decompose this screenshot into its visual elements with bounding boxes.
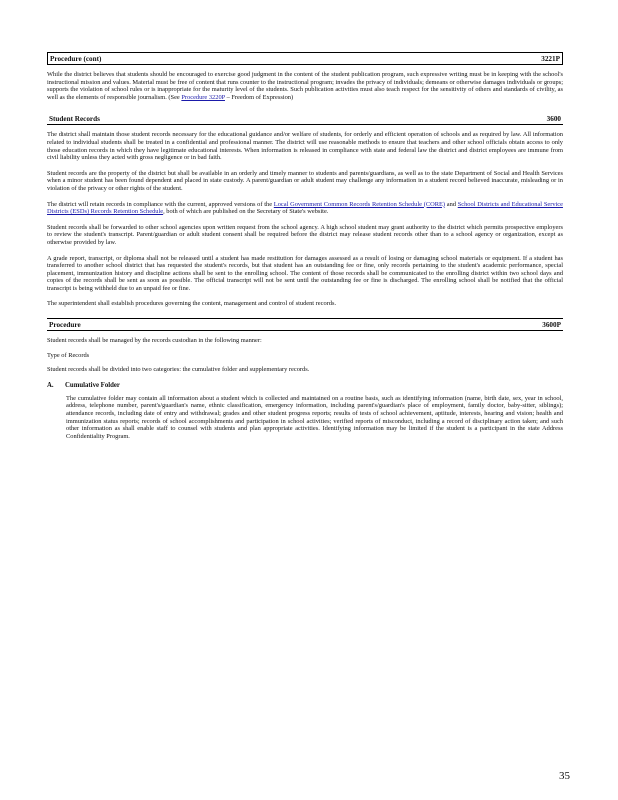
- document-page: [47, 52, 563, 448]
- link-school-districts-retention-schedule[interactable]: School Districts and Educational Service Districts (ESDs) Records Retention Schedule: [47, 200, 563, 216]
- section-title: Procedure: [49, 321, 81, 330]
- paragraph: The district shall maintain those student records necessary for the educational guidance and/or welfare of students, for orderly and efficient operation of schools and as required by law. All information related to individual students shall be treated in a confidential and professional manner. The district will use reasonable methods to ensure that teachers and other school officials obtain access to only those education records in which they have legitimate educational interests. When information is released in compliance with state and federal law the district and district employees are immune from civil liability unless they acted with gross negligence or in bad faith.: [47, 131, 563, 162]
- subsection-title: Cumulative Folder: [65, 381, 120, 389]
- section-header-procedure: [47, 318, 563, 331]
- section-title: Student Records: [49, 115, 100, 124]
- page-number: 35: [559, 770, 570, 782]
- paragraph: The district will retain records in compliance with the current, approved versions of the Local Government Common Records Retention Schedule (CORE) and School Districts and Educational Service Districts (ESDs) Records Retention Schedule, both of which are published on the Secretary of State's website.: [47, 200, 563, 216]
- section-code: 3221P: [541, 55, 560, 63]
- paragraph: Student records are the property of the district but shall be available in an orderly and timely manner to students and parents/guardians, as well as to the state Department of Social and Health Services when a minor student has been found dependent and placed in state custody. A parent/guardian or adult student may challenge any information in a student record believed inaccurate, misleading or in violation of the privacy or other rights of the student.: [47, 169, 563, 192]
- subsection-heading: [47, 382, 563, 389]
- subsection-letter: A.: [47, 381, 54, 389]
- section-header-student-records: [47, 115, 563, 125]
- link-procedure-3220p[interactable]: Procedure 3220P: [181, 93, 225, 101]
- section-title: Procedure (cont): [50, 55, 102, 63]
- section-code: 3600P: [542, 321, 561, 330]
- paragraph: Student records shall be divided into two categories: the cumulative folder and supplementary records.: [47, 366, 310, 374]
- paragraph: The superintendent shall establish procedures governing the content, management and control of student records.: [47, 300, 337, 308]
- paragraph: Type of Records: [47, 351, 90, 359]
- paragraph: The cumulative folder may contain all information about a student which is collected and maintained on a routine basis, such as identifying information (name, birth date, sex, year in school, address, telephone number, parent's/guardian's name, ethnic classification, emergency information, including parent's/guardian's place of employment, family doctor, baby-sitter, siblings); attendance records, including date of entry and withdrawal; grades and other student progress reports; results of tests of school achievement, aptitude, interests, hearing and vision; health and immunization status reports; records of school accomplishments and participation in school activities; verified reports of misconduct, including a record of disciplinary action taken; and such other information as shall enable staff to counsel with students and plan appropriate activities. Identifying information may be limited if the student is a participant in the state Address Confidentiality Program.: [66, 394, 563, 440]
- link-core-retention-schedule[interactable]: Local Government Common Records Retention Schedule (CORE): [273, 200, 446, 208]
- paragraph: While the district believes that students should be encouraged to exercise good judgment in the content of the student publication program, such expressive writing must be in keeping with the school's instructional mission and values. Material must be free of content that runs counter to the instructional program; invades the privacy of individuals; demeans or otherwise damages individuals or groups; supports the violation of school rules or is inappropriate for the maturity level of the students. Such publication activities must also teach respect for the sensitivity of others and standards of civility, as well as the elements of responsible journalism. (See Procedure 3220P – Freedom of Expression): [47, 71, 563, 101]
- paragraph: A grade report, transcript, or diploma shall not be released until a student has made restitution for damages assessed as a result of losing or damaging school materials or equipment. If a student has transferred to another school district that has requested the student's records, but that student has an outstanding fee or fine, only records pertaining to the student's academic performance, special placement, immunization history and discipline actions shall be sent to the enrolling school. The content of those records shall be communicated to the enrolling district within two school days and copies of the records shall be sent as soon as possible. The official transcript will not be sent until the outstanding fee or fine is discharged. The enrolling school shall be notified that the official transcript is being withheld due to an unpaid fee or fine.: [47, 254, 563, 292]
- section-code: 3600: [546, 115, 561, 124]
- paragraph: Student records shall be forwarded to other school agencies upon written request from the school agency. A high school student may grant authority to the district which permits prospective employers to review the student's transcript. Parent/guardian or adult student consent shall be required before the district may release student records other than to a school agency or organization, except as otherwise provided by law.: [47, 223, 563, 246]
- section-header-procedure-cont: [47, 52, 563, 65]
- paragraph: Student records shall be managed by the records custodian in the following manner:: [47, 337, 262, 345]
